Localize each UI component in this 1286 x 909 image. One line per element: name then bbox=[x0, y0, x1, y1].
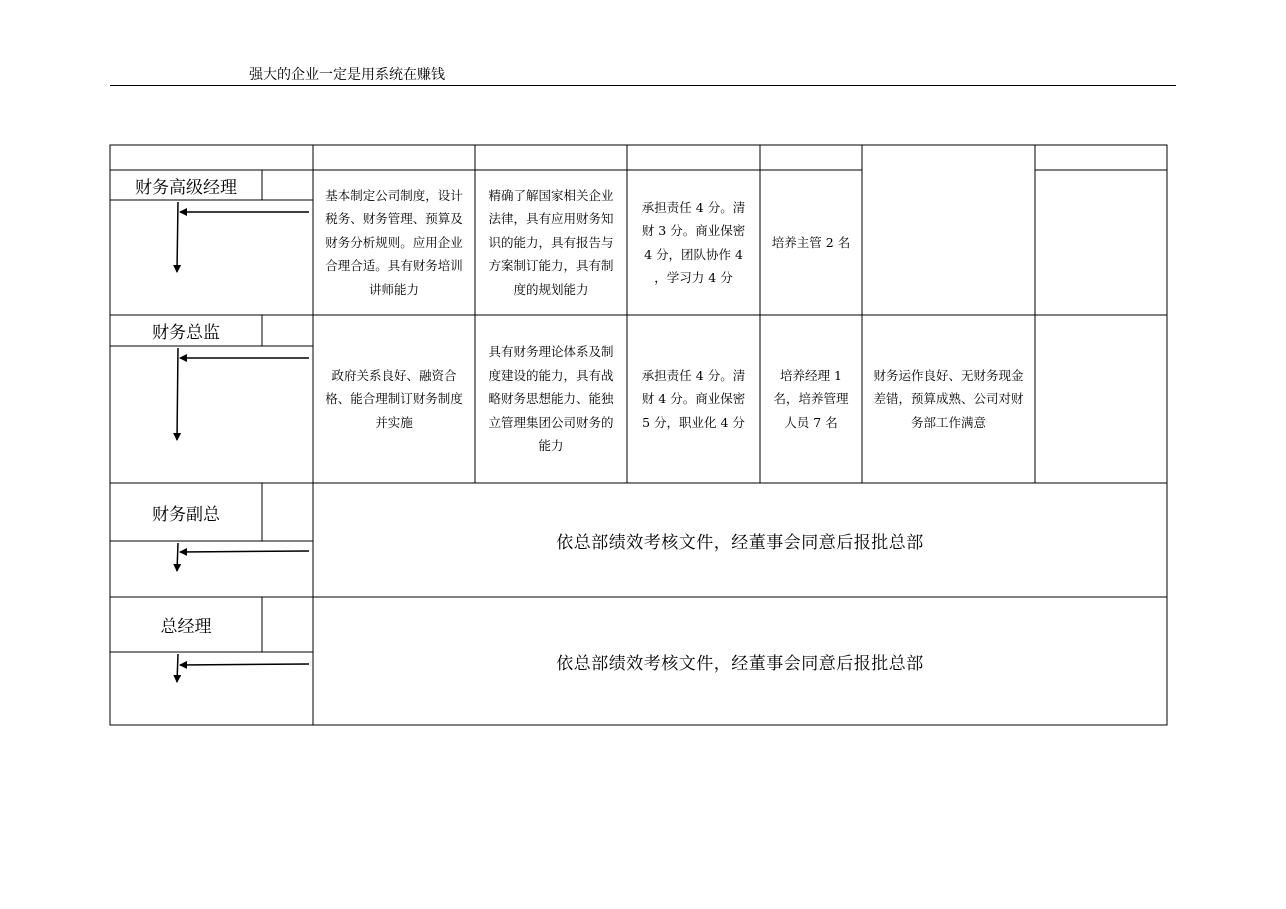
rank-label: 财务总监 bbox=[152, 323, 220, 343]
rank-label: 总经理 bbox=[160, 617, 212, 637]
ability-cell: 精确了解国家相关企业法律，具有应用财务知识的能力，具有报告与方案制订能力，具有制度的规划能力 bbox=[488, 187, 614, 297]
training-cell: 培养主管 2 名 bbox=[771, 234, 851, 250]
merged-note-cell: 依总部绩效考核文件，经董事会同意后报批总部 bbox=[556, 532, 924, 553]
performance-cell: 财务运作良好、无财务现金差错，预算成熟、公司对财务部工作满意 bbox=[873, 367, 1024, 430]
performance-cell bbox=[862, 170, 1035, 315]
page-header-title: 强大的企业一定是用系统在赚钱 bbox=[249, 67, 445, 83]
requirement-cell: 基本制定公司制度，设计税务、财务管理、预算及财务分析规则。应用企业合理合适。具有财务培训讲师能力 bbox=[325, 187, 463, 297]
header-rule bbox=[110, 85, 1176, 86]
rank-label: 财务副总 bbox=[152, 504, 220, 525]
rank-label: 财务高级经理 bbox=[135, 177, 237, 198]
ability-cell: 具有财务理论体系及制度建设的能力，具有战略财务思想能力、能独立管理集团公司财务的能力 bbox=[488, 344, 614, 454]
merged-note-cell: 依总部绩效考核文件，经董事会同意后报批总部 bbox=[556, 653, 924, 674]
score-cell: 承担责任 4 分。清财 3 分。商业保密 4 分，团队协作 4 ，学习力 4 分 bbox=[641, 199, 746, 285]
training-cell: 培养经理 1 名，培养管理人员 7 名 bbox=[773, 367, 849, 430]
score-cell: 承担责任 4 分。清财 4 分。商业保密 5 分，职业化 4 分 bbox=[641, 367, 746, 430]
requirement-cell: 政府关系良好、融资合格、能合理制订财务制度并实施 bbox=[325, 367, 463, 430]
